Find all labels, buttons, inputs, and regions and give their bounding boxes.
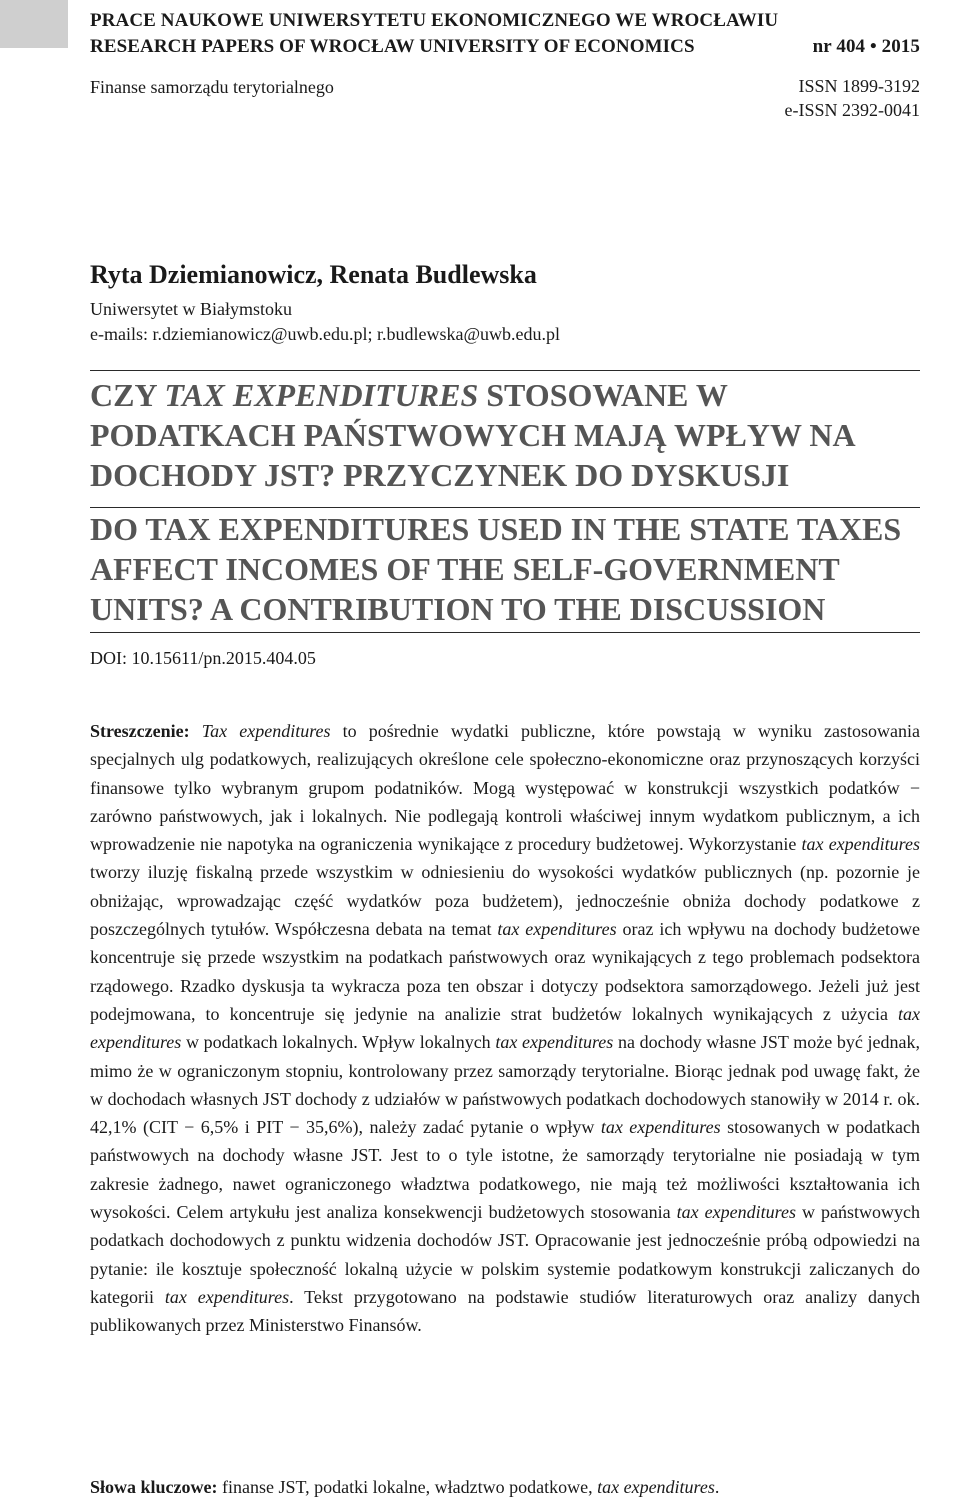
abstract-italic-term: tax expenditures xyxy=(676,1202,796,1223)
abstract-italic-term: tax expenditures xyxy=(495,1032,614,1053)
journal-title-pl: PRACE NAUKOWE UNIWERSYTETU EKONOMICZNEGO WE WROCŁAWIU xyxy=(90,10,779,31)
title-pl-part1: CZY xyxy=(90,377,165,413)
abstract-italic-term: tax expenditures xyxy=(497,919,617,940)
eissn: e-ISSN 2392-0041 xyxy=(784,100,920,120)
issn-block xyxy=(785,74,921,122)
abstract-text: to pośrednie wydatki publiczne, które powstają w wyniku zastosowania specjalnych ulg podatkowych, realizujących określone cele społeczno-ekonomiczne oraz przynoszących korzyści finansowe tylko wybranym grupom podatników. Mogą występować w konstrukcji wszystkich podatków − zarówno państwowych, jak i lokalnych. Nie podlegają kontroli właściwej innym wydatkom publicznym, a ich wprowadzenie nie napotyka na ograniczenia wynikające z procedury budżetowej. Wykorzystanie xyxy=(90,721,921,855)
abstract-italic-term: Tax expenditures xyxy=(201,721,331,741)
series-name: Finanse samorządu terytorialnego xyxy=(90,77,334,97)
divider xyxy=(90,507,920,508)
abstract-text: tworzy iluzję fiskalną przede wszystkim w odniesieniu do wysokości wydatków publicznych (np. pozornie je obniżając, wprowadzając część wydatków poza budżetem), jednocześnie obniża dochody podatkowe z poszczególnych tytułów. Współczesna debata na temat xyxy=(90,862,920,940)
title-polish xyxy=(90,375,930,495)
journal-header-en xyxy=(90,34,920,60)
abstract-text: na dochody własne JST może być jednak, mimo że w ograniczonym stopniu, kontrolowany przez samorządy terytorialne. Biorąc jednak pod uwagę fakt, że w dochodach własnych JST dochody z udziałów w państwowych podatkach dochodowych stanowiły w 2014 r. ok. 42,1% (CIT − 6,5% i PIT − 35,6%), należy zadać pytanie o wpływ xyxy=(90,1032,920,1138)
keywords-end: . xyxy=(714,1477,720,1497)
corner-marker xyxy=(0,0,68,48)
title-pl-part2: STOSOWANE W PODATKACH PAŃSTWOWYCH MAJĄ WPŁYW NA DOCHODY JST? PRZYCZYNEK DO DYSKUSJI xyxy=(90,377,854,493)
abstract-label: Streszczenie: xyxy=(90,721,190,741)
title-pl-italic: TAX EXPENDITURES xyxy=(164,377,479,413)
title-english: DO TAX EXPENDITURES USED IN THE STATE TAXES AFFECT INCOMES OF THE SELF-GOVERNMENT UNITS? A CONTRIBUTION TO THE DISCUSSION xyxy=(90,511,902,627)
journal-title-en: RESEARCH PAPERS OF WROCŁAW UNIVERSITY OF ECONOMICS xyxy=(90,36,695,57)
abstract-text xyxy=(190,721,202,741)
issn: ISSN 1899-3192 xyxy=(798,76,920,96)
abstract-text: w państwowych podatkach dochodowych z punktu widzenia dochodów JST. Opracowanie jest jednocześnie próbą odpowiedzi na pytanie: ile kosztuje społeczność lokalną użycie w polskim systemie podatkowym konstrukcji zaliczanych do kategorii xyxy=(90,1202,920,1307)
issue-number: nr 404 • 2015 xyxy=(812,36,920,57)
keywords-text: finanse JST, podatki lokalne, władztwo podatkowe, xyxy=(217,1477,598,1497)
divider xyxy=(90,370,920,371)
abstract-italic-term: tax expenditures xyxy=(164,1286,290,1307)
abstract-text: oraz ich wpływu na dochody budżetowe koncentruje się przede wszystkim na podatkach państwowych oraz wynikających z tego problemach podsektora rządowego. Rzadko dyskusja ta wykracza poza ten obszar i dotyczy podsektora samorządowego. Jeżeli już jest podejmowana, to koncentruje się jedynie na analizie strat budżetów lokalnych wynikających z użycia xyxy=(90,919,920,1024)
keywords-label: Słowa kluczowe: xyxy=(90,1477,218,1497)
doi: DOI: 10.15611/pn.2015.404.05 xyxy=(90,648,316,668)
abstract-italic-term: tax expenditures xyxy=(90,1003,920,1053)
abstract-italic-term: tax expenditures xyxy=(600,1117,721,1138)
authors: Ryta Dziemianowicz, Renata Budlewska xyxy=(90,260,537,289)
keywords-italic: tax expenditures xyxy=(597,1477,715,1497)
abstract-italic-term: tax expenditures xyxy=(801,834,920,855)
author-emails: e-mails: r.dziemianowicz@uwb.edu.pl; r.budlewska@uwb.edu.pl xyxy=(90,324,561,344)
keywords xyxy=(90,1474,920,1500)
abstract-text: stosowanych w podatkach państwowych na dochody własne JST. Jest to o tyle istotne, że samorządy terytorialne nie posiadają w tym zakresie żadnego, nawet ograniczonego władztwa podatkowego, nie mają też możliwości kształtowania ich wysokości. Celem artykułu jest analiza konsekwencji budżetowych stosowania xyxy=(90,1117,920,1223)
affiliation: Uniwersytet w Białymstoku xyxy=(90,299,292,319)
divider xyxy=(90,632,920,633)
abstract xyxy=(90,717,920,1340)
abstract-text: . Tekst przygotowano na podstawie studiów literaturowych oraz analizy danych publikowanych przez Ministerstwo Finansów. xyxy=(90,1286,920,1336)
abstract-text: w podatkach lokalnych. Wpływ lokalnych xyxy=(181,1032,496,1053)
